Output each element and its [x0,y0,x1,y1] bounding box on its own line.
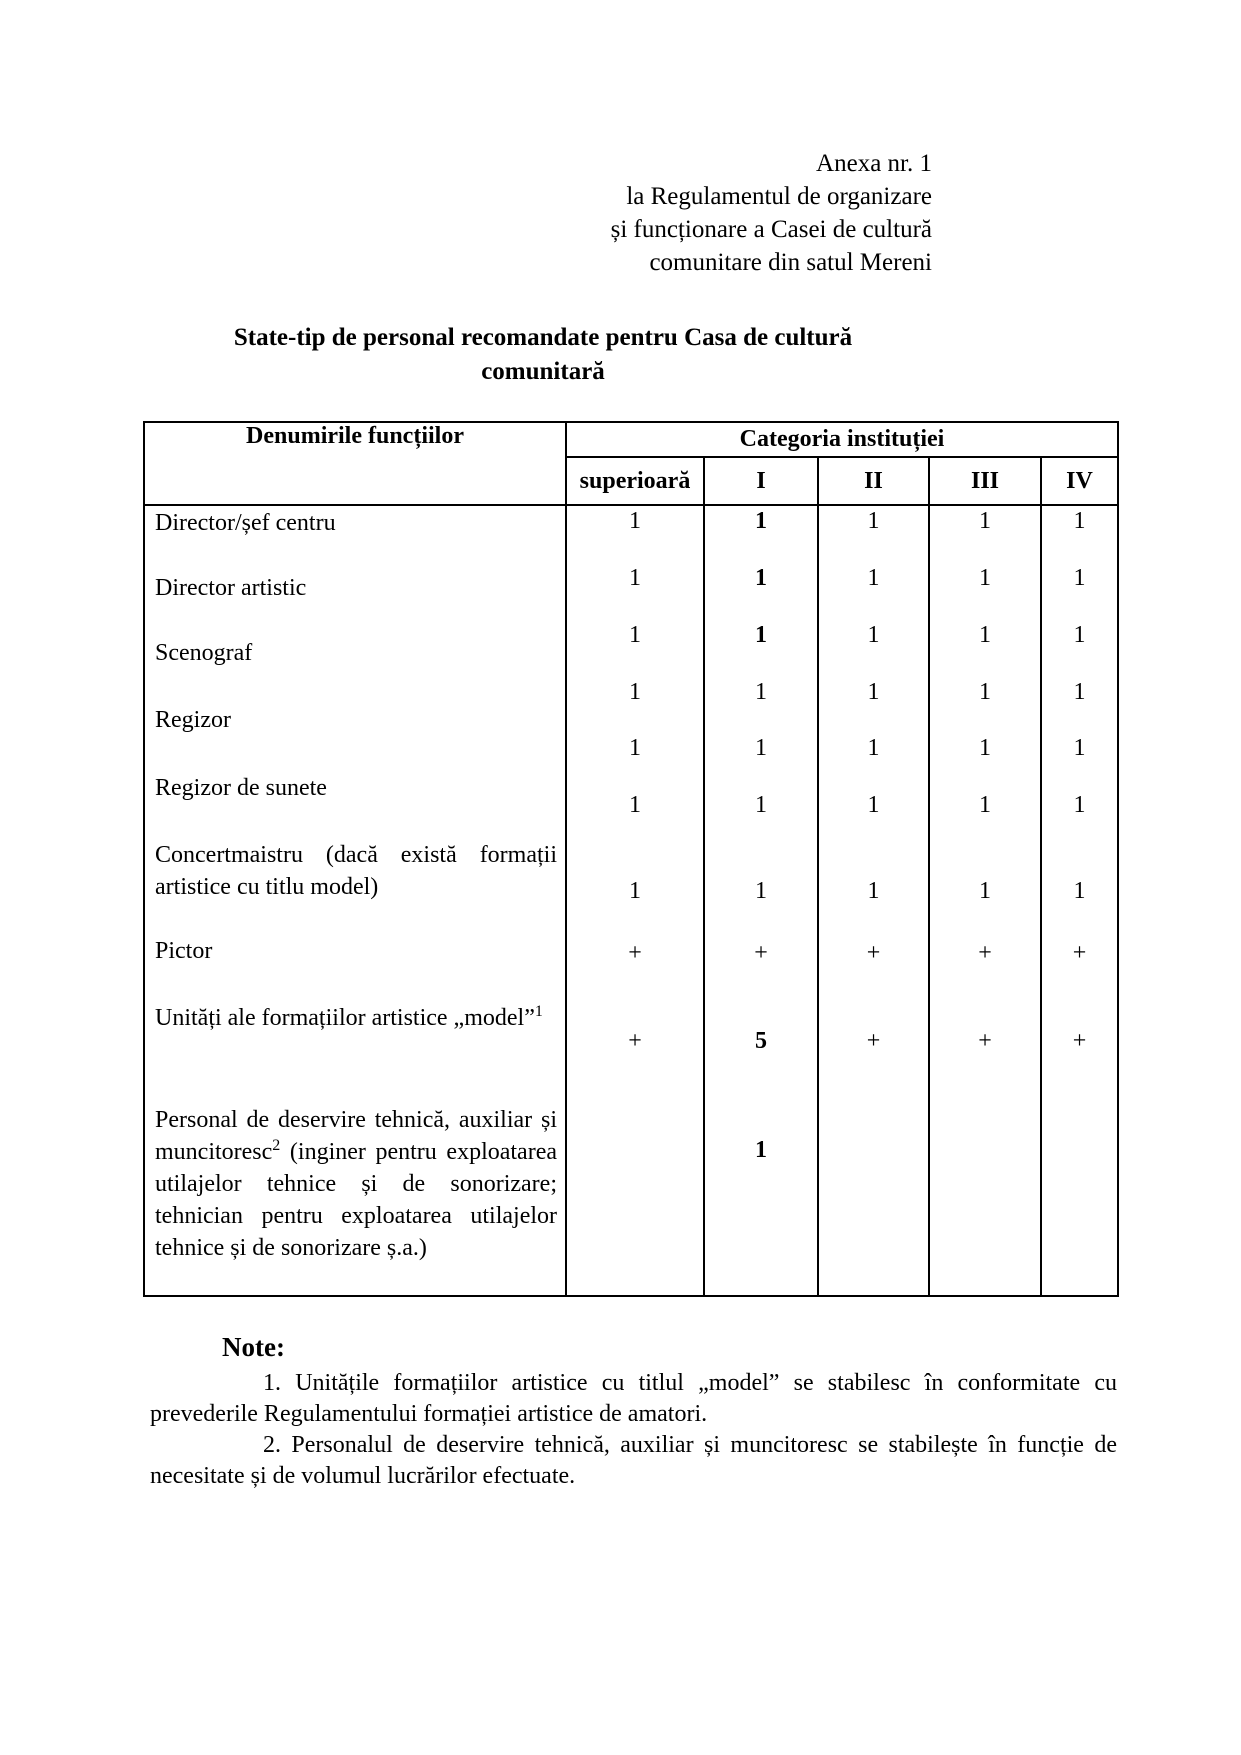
table-value: + [978,1028,992,1054]
table-value: 1 [979,878,991,904]
table-value: 1 [979,508,991,534]
table-value: 1 [1073,622,1086,648]
function-label: Personal de deservire tehnică, auxiliar și muncitoresc$^2$ (inginer pentru exploatarea utilajelor tehnice și de sonorizare; tehnician pentru exploatarea utilajelor tehnice și de sonorizare ș.a.) [155,1107,557,1261]
table-value: 1 [629,792,641,818]
function-label: Unități ale formațiilor artistice „model”$^1$ [155,1003,543,1031]
values-cell-superioara [566,505,704,1296]
table-value: 1 [979,565,991,591]
table-value: 1 [755,735,767,761]
table-value: + [754,940,768,966]
table-value: 1 [755,878,767,904]
values-cell-iii [929,505,1041,1296]
table-value: 1 [1073,878,1086,904]
table-value: 1 [1073,565,1086,591]
column-header-ii: II [818,457,929,505]
function-label: Regizor de sunete [155,775,327,801]
annex-block [611,147,932,279]
table-value: 1 [629,735,641,761]
staff-table [143,421,1119,1297]
table-value: 5 [755,1028,767,1054]
table-value: 1 [979,792,991,818]
table-value: 1 [629,508,641,534]
table-value: + [628,1028,642,1054]
function-label: Regizor [155,707,231,733]
document-title [143,321,943,389]
functions-column-header: Denumirile funcțiilor [144,422,566,505]
note-item-2: 2. Personalul de deservire tehnică, auxiliar și muncitoresc se stabilește în funcție de necesitate și de volumul lucrărilor efectuate. [150,1432,1117,1489]
column-header-i: I [704,457,818,505]
table-value: 1 [1073,508,1086,534]
function-label: Director/șef centru [155,510,336,536]
table-value: + [628,940,642,966]
table-value: 1 [979,735,991,761]
document-title-line: comunitară [481,358,605,385]
column-header-superioara: superioară [566,457,704,505]
notes-heading: Note: [222,1332,285,1362]
table-value: 1 [1073,792,1086,818]
table-value: + [1072,1028,1087,1054]
table-value: 1 [867,792,880,818]
values-cell-ii [818,505,929,1296]
table-value: 1 [629,679,641,705]
table-value: 1 [867,878,880,904]
annex-line: Anexa nr. 1 [816,150,932,177]
table-value: 1 [867,735,880,761]
annex-line: și funcționare a Casei de cultură [610,216,932,243]
document-title-line: State-tip de personal recomandate pentru Casa de cultură [233,324,853,351]
table-value: 1 [629,622,641,648]
values-cell-i [704,505,818,1296]
table-value: 1 [755,622,767,648]
column-header-iii: III [929,457,1041,505]
table-value: 1 [1073,679,1086,705]
table-body-row [144,505,1118,1296]
functions-cell [144,505,566,1296]
table-value: 1 [755,679,767,705]
category-group-header: Categoria instituției [566,422,1118,457]
table-value: 1 [979,679,991,705]
column-header-iv: IV [1041,457,1118,505]
notes-section [150,1332,1117,1492]
annex-line: comunitare din satul Mereni [649,249,932,276]
table-value: 1 [629,878,641,904]
table-value: 1 [979,622,991,648]
table-value: 1 [1073,735,1086,761]
function-label: Director artistic [155,575,307,601]
table-value: + [978,940,992,966]
function-label: Scenograf [155,640,253,666]
table-value: 1 [755,508,767,534]
table-value: 1 [629,565,641,591]
annex-line: la Regulamentul de organizare [626,183,932,210]
values-cell-iv [1041,505,1118,1296]
function-label: Concertmaistru (dacă există formații artistice cu titlu model) [155,842,557,900]
table-value: 1 [867,679,880,705]
table-value: 1 [867,622,880,648]
table-value: + [866,940,881,966]
note-item-1: 1. Unitățile formațiilor artistice cu titlul „model” se stabilesc în conformitate cu prevederile Regulamentului formației artistice de amatori. [150,1370,1117,1427]
table-value: + [1072,940,1087,966]
function-label: Pictor [155,938,213,964]
table-value: 1 [867,565,880,591]
table-value: 1 [755,792,767,818]
table-value: 1 [755,1137,767,1163]
table-value: 1 [867,508,880,534]
table-value: + [866,1028,881,1054]
table-value: 1 [755,565,767,591]
table-header-row-1 [144,422,1118,457]
